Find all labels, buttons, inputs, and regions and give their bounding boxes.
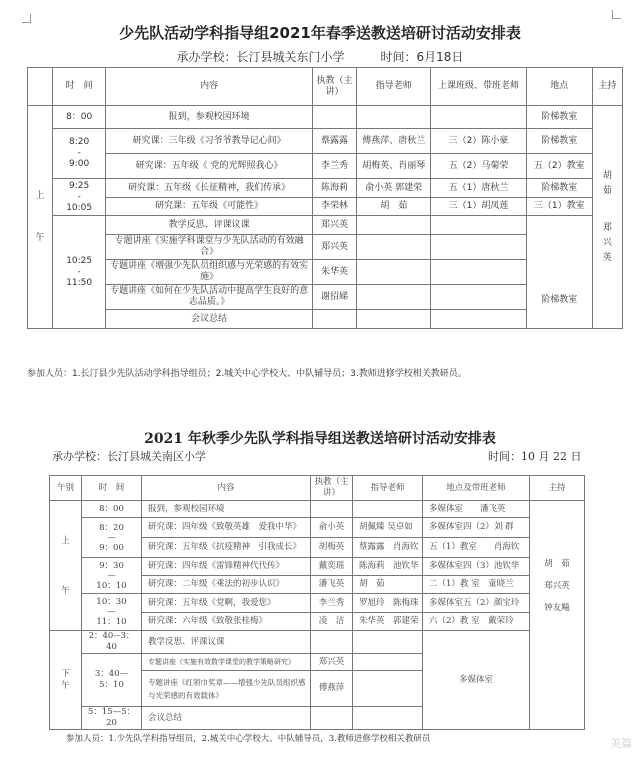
guide-cell <box>353 671 423 707</box>
place-cell: 阶梯教室 <box>526 179 592 198</box>
header-place: 地点 <box>526 68 592 106</box>
table-header-row <box>28 68 623 106</box>
table-row <box>50 594 585 613</box>
guide-cell: 胡 茹 <box>357 198 431 216</box>
class-cell: 三（2）陈小豪 <box>431 129 526 154</box>
content-cell: 专题讲座《增强少先队员组织感与光荣感的有效实施》 <box>106 260 313 285</box>
header-time: 时 间 <box>53 68 106 106</box>
content-cell: 报到，参观校园环境 <box>142 501 311 518</box>
header-period: 午别 <box>50 476 82 501</box>
guide-cell: 蔡露露 肖海钦 <box>353 538 423 558</box>
class-cell <box>431 285 526 310</box>
guide-cell: 罗旭玲 陈梅珠 <box>353 594 423 613</box>
teacher-cell: 傅燕萍 <box>311 671 353 707</box>
doc1-title: 少先队活动学科指导组2021年春季送教送培研讨活动安排表 <box>119 24 521 42</box>
guide-cell <box>357 260 431 285</box>
teacher-cell: 郑兴英 <box>311 654 353 671</box>
content-cell: 专题讲座《实施有效数学课堂的教学策略研究》 <box>142 654 311 671</box>
header-class: 上课班级、带班老师 <box>431 68 526 106</box>
content-cell: 研究课：四年级《雷锋精神代代传》 <box>142 558 311 576</box>
table-row <box>28 179 623 198</box>
content-cell: 会议总结 <box>106 310 313 329</box>
table-row <box>50 518 585 538</box>
doc1-subtitle: 承办学校：长汀县城关东门小学 时间：6月18日 <box>176 50 464 64</box>
table-row <box>50 558 585 576</box>
header-host: 主持 <box>592 68 622 106</box>
period-char: 上 <box>35 191 45 201</box>
content-cell: 研究课：六年级《致敬张桂梅》 <box>142 613 311 631</box>
teacher-cell: 潘飞英 <box>311 576 353 594</box>
content-cell: 教学反思、评课议课 <box>106 216 313 235</box>
place-cell: 多媒体室 潘飞英 <box>423 501 530 518</box>
header-content: 内容 <box>142 476 311 501</box>
class-cell <box>431 106 526 129</box>
schedule-table-autumn <box>49 475 585 730</box>
guide-cell <box>357 310 431 329</box>
header-guide: 指导老师 <box>357 68 431 106</box>
period-label: 下午 <box>61 669 70 691</box>
header-teacher: 执教（主讲） <box>311 476 353 501</box>
class-cell: 五（1）唐秋兰 <box>431 179 526 198</box>
place-cell: 多媒体室五（2）颜宝玲 <box>423 594 530 613</box>
guide-cell <box>357 235 431 260</box>
content-cell: 研究课：四年级《致敬英雄 爱我中华》 <box>142 518 311 538</box>
class-cell: 五（2）马菊荣 <box>431 154 526 179</box>
period-cell <box>28 106 53 329</box>
guide-cell: 俞小英 郭建荣 <box>357 179 431 198</box>
merged-place-cell: 多媒体室 <box>423 631 530 730</box>
table-row <box>50 631 585 654</box>
doc1-footnote: 参加人员：1.长汀县少先队活动学科指导组员；2.城关中心学校大、中队辅导员；3.教师进修学校相关教研员。 <box>27 369 467 379</box>
host-name: 郑兴英 <box>544 581 570 591</box>
place-cell: 阶梯教室 <box>526 106 592 129</box>
header-place: 地点及带班老师 <box>423 476 530 501</box>
teacher-cell: 郑兴英 <box>312 216 356 235</box>
content-cell: 专题讲座《如何在少先队活动中提高学生良好的意志品质。》 <box>106 285 313 310</box>
teacher-cell <box>311 707 353 730</box>
header-time: 时 间 <box>82 476 142 501</box>
guide-cell <box>357 216 431 235</box>
guide-cell: 胡梅英、肖丽琴 <box>357 154 431 179</box>
teacher-cell: 郑兴英 <box>312 235 356 260</box>
header-content: 内容 <box>106 68 313 106</box>
schedule-table-spring <box>27 67 623 329</box>
teacher-cell <box>312 106 356 129</box>
header-guide: 指导老师 <box>353 476 423 501</box>
doc2-school: 承办学校：长汀县城关南区小学 <box>52 450 206 463</box>
teacher-cell: 胡梅英 <box>311 538 353 558</box>
host-name: 郑兴英 <box>602 222 612 263</box>
doc2-footnote: 参加人员：1.少先队学科指导组员，2.城关中心学校大、中队辅导员，3.教师进修学校相关教研员 <box>66 734 431 744</box>
guide-cell <box>353 501 423 518</box>
teacher-cell <box>311 631 353 654</box>
content-cell: 研究课：五年级《党啊，我爱您》 <box>142 594 311 613</box>
guide-cell: 陈海莉 池钦华 <box>353 558 423 576</box>
guide-cell: 朱华英 郭建荣 <box>353 613 423 631</box>
header-host: 主持 <box>530 476 585 501</box>
place-cell: 三（1）教室 <box>526 198 592 216</box>
guide-cell <box>353 631 423 654</box>
time-cell: 8：00 <box>82 501 142 518</box>
guide-cell: 胡 茹 <box>353 576 423 594</box>
teacher-cell: 朱华英 <box>312 260 356 285</box>
content-cell: 研究课：五年级《可能性》 <box>106 198 313 216</box>
time-cell: 8：20 — 9：00 <box>82 518 142 558</box>
host-name: 胡茹 <box>602 170 612 196</box>
doc2-time: 时间：10 月 22 日 <box>488 450 582 463</box>
guide-cell <box>357 106 431 129</box>
class-cell <box>431 216 526 235</box>
guide-cell <box>353 707 423 730</box>
teacher-cell: 李兰秀 <box>312 154 356 179</box>
class-cell <box>431 260 526 285</box>
table-row <box>28 198 623 216</box>
merged-place-cell: 阶梯教室 <box>526 216 592 329</box>
time-cell: 2：40-–3：40 <box>82 631 142 654</box>
period-am-cell <box>50 501 82 631</box>
teacher-cell: 陈海莉 <box>312 179 356 198</box>
time-cell: 8：00 <box>53 106 106 129</box>
content-cell: 专题讲座《红领巾奖章——增强少先队员组织感与光荣感的有效载体》 <box>142 671 311 707</box>
page-corner-mark <box>612 10 621 19</box>
guide-cell: 傅燕萍、唐秋兰 <box>357 129 431 154</box>
period-pm-cell <box>50 631 82 730</box>
content-cell: 研究课：三年级《习爷爷教导记心间》 <box>106 129 313 154</box>
class-cell <box>431 310 526 329</box>
period-char: 午 <box>35 233 45 243</box>
doc2-title: 2021 年秋季少先队学科指导组送教送培研讨活动安排表 <box>144 431 496 447</box>
guide-cell <box>357 285 431 310</box>
table-row <box>28 154 623 179</box>
content-cell: 报到，参观校园环境 <box>106 106 313 129</box>
time-cell: 9:25 - 10:05 <box>53 179 106 216</box>
watermark-logo: 美篇 <box>610 737 632 750</box>
guide-cell: 胡佩臻 吴卓如 <box>353 518 423 538</box>
time-cell: 3：40— 5：10 <box>82 654 142 707</box>
host-cell <box>592 106 622 329</box>
content-cell: 教学反思、评课议课 <box>142 631 311 654</box>
place-cell: 阶梯教室 <box>526 129 592 154</box>
header-teacher: 执教（主讲） <box>312 68 356 106</box>
place-cell: 五（2）教室 <box>526 154 592 179</box>
table-row <box>28 129 623 154</box>
period-label: 上 午 <box>61 535 79 596</box>
teacher-cell: 戴奕瑶 <box>311 558 353 576</box>
place-cell: 多媒体室四（3）池钦华 <box>423 558 530 576</box>
guide-cell <box>353 654 423 671</box>
host-name: 钟友飚 <box>544 603 570 613</box>
table-header-row <box>50 476 585 501</box>
teacher-cell <box>312 310 356 329</box>
teacher-cell: 李荣林 <box>312 198 356 216</box>
teacher-cell <box>311 501 353 518</box>
time-cell: 10:25 - 11:50 <box>53 216 106 329</box>
host-cell <box>530 501 585 730</box>
host-name: 胡 茹 <box>544 559 570 569</box>
table-row <box>28 216 623 235</box>
class-cell <box>431 235 526 260</box>
teacher-cell: 李兰秀 <box>311 594 353 613</box>
content-cell: 专题讲座《实施学科课堂与少先队活动的有效融合》 <box>106 235 313 260</box>
teacher-cell: 谢招娣 <box>312 285 356 310</box>
content-cell: 研究课：五年级《 党的光辉照我心》 <box>106 154 313 179</box>
table-row <box>50 501 585 518</box>
place-cell: 多媒体室四（2）刘 群 <box>423 518 530 538</box>
teacher-cell: 蔡露露 <box>312 129 356 154</box>
time-cell: 10：30 — 11：10 <box>82 594 142 631</box>
place-cell: 六（2）教 室 戴荣玲 <box>423 613 530 631</box>
teacher-cell: 凌 洁 <box>311 613 353 631</box>
content-cell: 研究课：五年级《抗疫精神 引我成长》 <box>142 538 311 558</box>
time-cell: 9：30 — 10：10 <box>82 558 142 594</box>
table-row <box>28 106 623 129</box>
teacher-cell: 俞小英 <box>311 518 353 538</box>
content-cell: 会议总结 <box>142 707 311 730</box>
content-cell: 研究课：五年级《长征精神，我们传承》 <box>106 179 313 198</box>
content-cell: 研究课：二年级《乘法的初步认识》 <box>142 576 311 594</box>
time-cell: 5：15—5：20 <box>82 707 142 730</box>
time-cell: 8:20 - 9:00 <box>53 129 106 179</box>
place-cell: 二（1）教 室 童晓兰 <box>423 576 530 594</box>
class-cell: 三（1）胡凤莲 <box>431 198 526 216</box>
place-cell: 五（1）教室 肖海钦 <box>423 538 530 558</box>
